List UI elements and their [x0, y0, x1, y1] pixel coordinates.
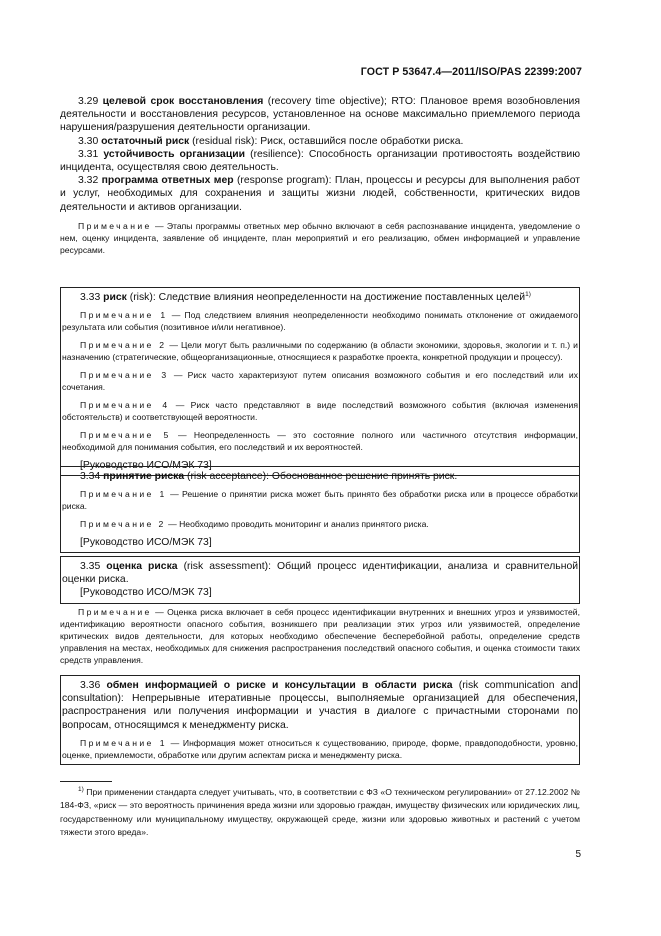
- term-3-31: 3.31 устойчивость организации (resilience): Способность организации противостоять воздействию инцидента, осуществляя свою деятельность.: [60, 148, 581, 174]
- note-3-35: Примечание — Оценка риска включает в себя процесс идентификации внутренних и внешних угроз и уязвимостей, идентификацию вероятности опасного события, возникшего при реализации этих угроз или уязвимостей, определение критических видов деятельности, для которых необходимо обеспечение бесперебойной работы, определение средств управления на местах, необходимых для снижения распространения последствий опасного события, и оценка стоимости таких средств управления.: [60, 607, 580, 665]
- term-title: устойчивость организации: [103, 148, 245, 160]
- term-box-3-36: [60, 675, 580, 765]
- term-3-34: 3.34 принятие риска (risk acceptance): Обоснованное решение принять риск.: [80, 471, 458, 482]
- term-title: остаточный риск: [101, 135, 190, 147]
- note-block-3-35: [60, 606, 580, 666]
- term-box-3-33: [60, 287, 580, 476]
- reference-3-34: [Руководство ИСО/МЭК 73]: [80, 537, 212, 549]
- term-3-36: 3.36 обмен информацией о риске и консультации в области риска (risk communication and consultation): Непрерывные итеративные процессы, выполняемые организацией для обеспечения, распространения или получения информации и участия в диалоге с причастными сторонами по вопросам, относящимся к менеджменту риска.: [62, 680, 579, 731]
- note-3-33-4: Примечание 4 — Риск часто представляют в виде последствий возможного события (включая изменения обстоятельств) и соответствующей вероятности.: [62, 400, 578, 423]
- term-3-29: 3.29 целевой срок восстановления (recovery time objective); RTO: Плановое время возобновления деятельности и восстановления ресурсов, установленное на основе максимально приемлемого периода нарушения/разрушения деятельности организации.: [60, 96, 580, 134]
- term-box-3-34: [60, 466, 580, 553]
- term-title: оценка риска: [106, 561, 178, 572]
- note-3-36-1: Примечание 1 — Информация может относиться к существованию, природе, форме, правдоподобности, уровню, оценке, приемлемости, обработке или другим аспектам риска и менеджменту риска.: [62, 737, 578, 760]
- document-code-header: ГОСТ Р 53647.4—2011/ISO/PAS 22399:2007: [360, 66, 582, 78]
- note-3-33-2: Примечание 2 — Цели могут быть различными по содержанию (в области экономики, здоровья, экологии и т. п.) и назначению (стратегические, общеорганизационные, относящиеся к разработке проекта, конкретной продукции и процессу).: [62, 340, 578, 363]
- note-3-33-1: Примечание 1 — Под следствием влияния неопределенности необходимо понимать отклонение от ожидаемого результата или события (позитивное и/или негативное).: [62, 310, 578, 333]
- note-3-34-2: Примечание 2 — Необходимо проводить мониторинг и анализ принятого риска.: [80, 519, 429, 530]
- term-3-35: 3.35 оценка риска (risk assessment): Общий процесс идентификации, анализа и сравнительной оценки риска.: [62, 561, 579, 586]
- term-title: программа ответных мер: [101, 175, 234, 187]
- footnote-mark: 1): [78, 786, 84, 793]
- terms-block-top: [60, 95, 580, 256]
- footnote-ref: 1): [525, 291, 531, 298]
- term-title: риск: [103, 292, 127, 303]
- term-3-32: 3.32 программа ответных мер (response program): План, процессы и ресурсы для выполнения работ и услуг, необходимых для сохранения и защиты жизни людей, собственности, критических видов деятельности и активов организации.: [60, 175, 581, 213]
- note-3-33-5: Примечание 5 — Неопределенность — это состояние полного или частичного отсутствия информации, необходимой для понимания события, его последствий и их вероятностей.: [62, 430, 578, 453]
- note-3-32: Примечание — Этапы программы ответных мер обычно включают в себя распознавание инцидента, уведомление о нем, оценку инцидента, заявление об инциденте, план мероприятий и его реализацию, обмен информацией и управление ресурсами.: [60, 220, 581, 255]
- reference-3-33: [Руководство ИСО/МЭК 73]: [80, 460, 212, 472]
- page-number: 5: [575, 849, 581, 860]
- term-3-30: 3.30 остаточный риск (residual risk): Риск, оставшийся после обработки риска.: [78, 135, 464, 147]
- term-3-33: 3.33 риск (risk): Следствие влияния неопределенности на достижение поставленных целей$^{1)}$: [80, 291, 531, 303]
- term-title: целевой срок восстановления: [102, 96, 264, 107]
- footnote: $^{1)}$ При применении стандарта следует учитывать, что, в соответствии с ФЗ «О техническом регулировании» от 27.12.2002 № 184-ФЗ, «риск — это вероятность причинения вреда жизни или здоровью граждан, имуществу физических или юридических лиц, государственному или муниципальному имуществу, окружающей среде, жизни или здоровью животных и растений с учетом тяжести этого вреда».: [60, 786, 581, 838]
- term-box-3-35: [60, 556, 580, 604]
- note-3-33-3: Примечание 3 — Риск часто характеризуют путем описания возможного события и его последствий или их сочетания.: [62, 370, 579, 393]
- term-title: обмен информацией о риске и консультации в области риска: [106, 680, 453, 691]
- reference-3-35: [Руководство ИСО/МЭК 73]: [80, 587, 212, 599]
- note-3-34-1: Примечание 1 — Решение о принятии риска может быть принято без обработки риска или в процессе обработки риска.: [62, 489, 578, 512]
- footnote-separator: [60, 781, 112, 782]
- term-title: принятие риска: [103, 471, 185, 482]
